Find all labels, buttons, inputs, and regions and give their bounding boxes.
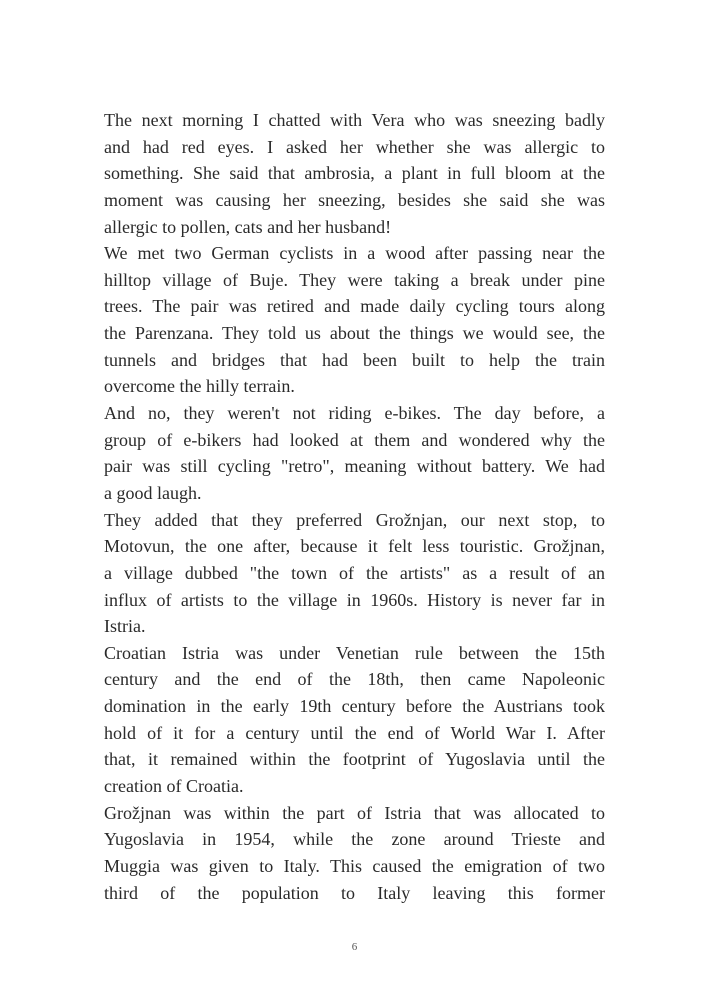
text-line: creation of Croatia. bbox=[104, 776, 244, 797]
text-line: They added that they preferred Grožnjan, our next stop, to bbox=[104, 509, 605, 530]
text-line: something. She said that ambrosia, a plant in full bloom at the bbox=[104, 163, 605, 184]
paragraph bbox=[104, 240, 605, 400]
text-line: a good laugh. bbox=[104, 482, 202, 503]
text-line: Motovun, the one after, because it felt less touristic. Grožjnan, bbox=[104, 536, 605, 557]
text-line: We met two German cyclists in a wood after passing near the bbox=[104, 243, 605, 264]
text-line: that, it remained within the footprint of Yugoslavia until the bbox=[104, 749, 605, 770]
text-line: hilltop village of Buje. They were taking a break under pine bbox=[104, 269, 605, 290]
paragraph bbox=[104, 800, 605, 907]
text-line: century and the end of the 18th, then came Napoleonic bbox=[104, 669, 605, 690]
text-line: The next morning I chatted with Vera who was sneezing badly bbox=[104, 110, 605, 130]
text-line: third of the population to Italy leaving this former bbox=[104, 882, 605, 903]
text-line: moment was causing her sneezing, besides she said she was bbox=[104, 189, 605, 210]
text-line: tunnels and bridges that had been built to help the train bbox=[104, 349, 605, 370]
text-line: Istria. bbox=[104, 616, 146, 637]
text-line: domination in the early 19th century before the Austrians took bbox=[104, 696, 605, 717]
paragraph bbox=[104, 107, 605, 240]
body-text bbox=[104, 107, 605, 906]
paragraph bbox=[104, 507, 605, 640]
text-line: Muggia was given to Italy. This caused the emigration of two bbox=[104, 855, 605, 876]
paragraph bbox=[104, 400, 605, 507]
text-line: pair was still cycling "retro", meaning without battery. We had bbox=[104, 456, 605, 477]
text-line: Croatian Istria was under Venetian rule between the 15th bbox=[104, 642, 605, 663]
page-number: 6 bbox=[351, 941, 358, 953]
text-line: And no, they weren't not riding e-bikes. The day before, a bbox=[104, 403, 605, 424]
text-line: the Parenzana. They told us about the things we would see, the bbox=[104, 323, 605, 344]
text-line: a village dubbed "the town of the artists" as a result of an bbox=[104, 562, 605, 583]
text-line: and had red eyes. I asked her whether she was allergic to bbox=[104, 136, 605, 157]
text-line: Grožjnan was within the part of Istria that was allocated to bbox=[104, 802, 605, 823]
paragraph bbox=[104, 640, 605, 800]
text-line: influx of artists to the village in 1960s. History is never far in bbox=[104, 589, 605, 610]
text-line: overcome the hilly terrain. bbox=[104, 376, 295, 397]
text-line: allergic to pollen, cats and her husband! bbox=[104, 216, 392, 237]
text-line: group of e-bikers had looked at them and wondered why the bbox=[104, 429, 605, 450]
text-line: Yugoslavia in 1954, while the zone around Trieste and bbox=[104, 829, 605, 850]
text-line: hold of it for a century until the end of World War I. After bbox=[104, 722, 605, 743]
text-line: trees. The pair was retired and made daily cycling tours along bbox=[104, 296, 605, 317]
